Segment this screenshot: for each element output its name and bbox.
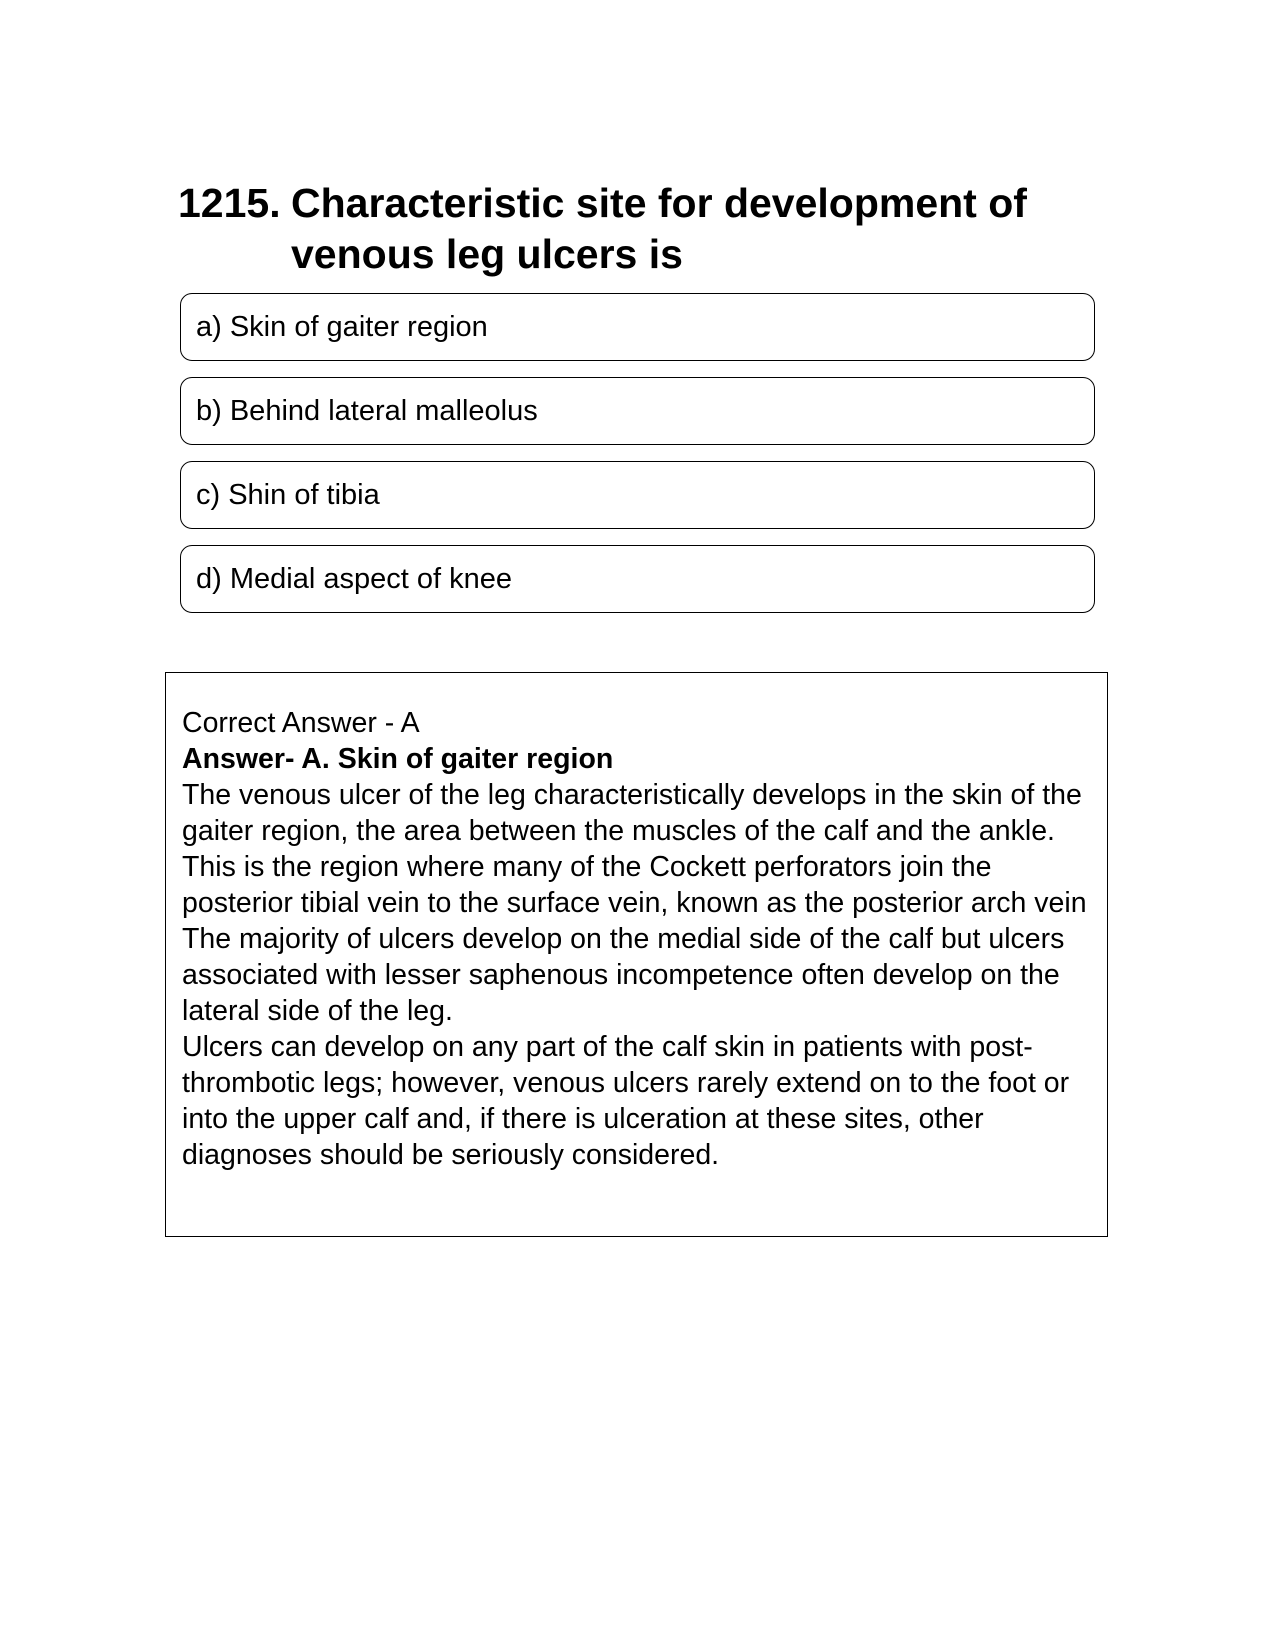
question-number: 1215. <box>178 180 281 226</box>
explanation-paragraph-1: The venous ulcer of the leg characteristically develops in the skin of the gaiter region, the area between the muscles of the calf and the ankle. This is the region where many of the Cockett perforators join the posterior tibial vein to the surface vein, known as the posterior arch vein <box>182 779 1087 919</box>
question-text: Characteristic site for development of venous leg ulcers is <box>291 180 1027 277</box>
option-c[interactable]: c) Shin of tibia <box>180 461 1095 529</box>
explanation-paragraph-3: Ulcers can develop on any part of the calf skin in patients with post-thrombotic legs; however, venous ulcers rarely extend on to the foot or into the upper calf and, if there is ulceration at these sites, other diagnoses should be seriously considered. <box>182 1031 1070 1171</box>
options-list <box>180 293 1095 629</box>
option-a[interactable]: a) Skin of gaiter region <box>180 293 1095 361</box>
question-heading <box>178 178 1078 280</box>
explanation-paragraph-2: The majority of ulcers develop on the medial side of the calf but ulcers associated with lesser saphenous incompetence often develop on the lateral side of the leg. <box>182 923 1065 1027</box>
answer-explanation-box <box>165 672 1108 1237</box>
correct-answer-label: Correct Answer - A <box>182 707 420 739</box>
option-b[interactable]: b) Behind lateral malleolus <box>180 377 1095 445</box>
answer-heading: Answer- A. Skin of gaiter region <box>182 743 614 775</box>
option-d[interactable]: d) Medial aspect of knee <box>180 545 1095 613</box>
